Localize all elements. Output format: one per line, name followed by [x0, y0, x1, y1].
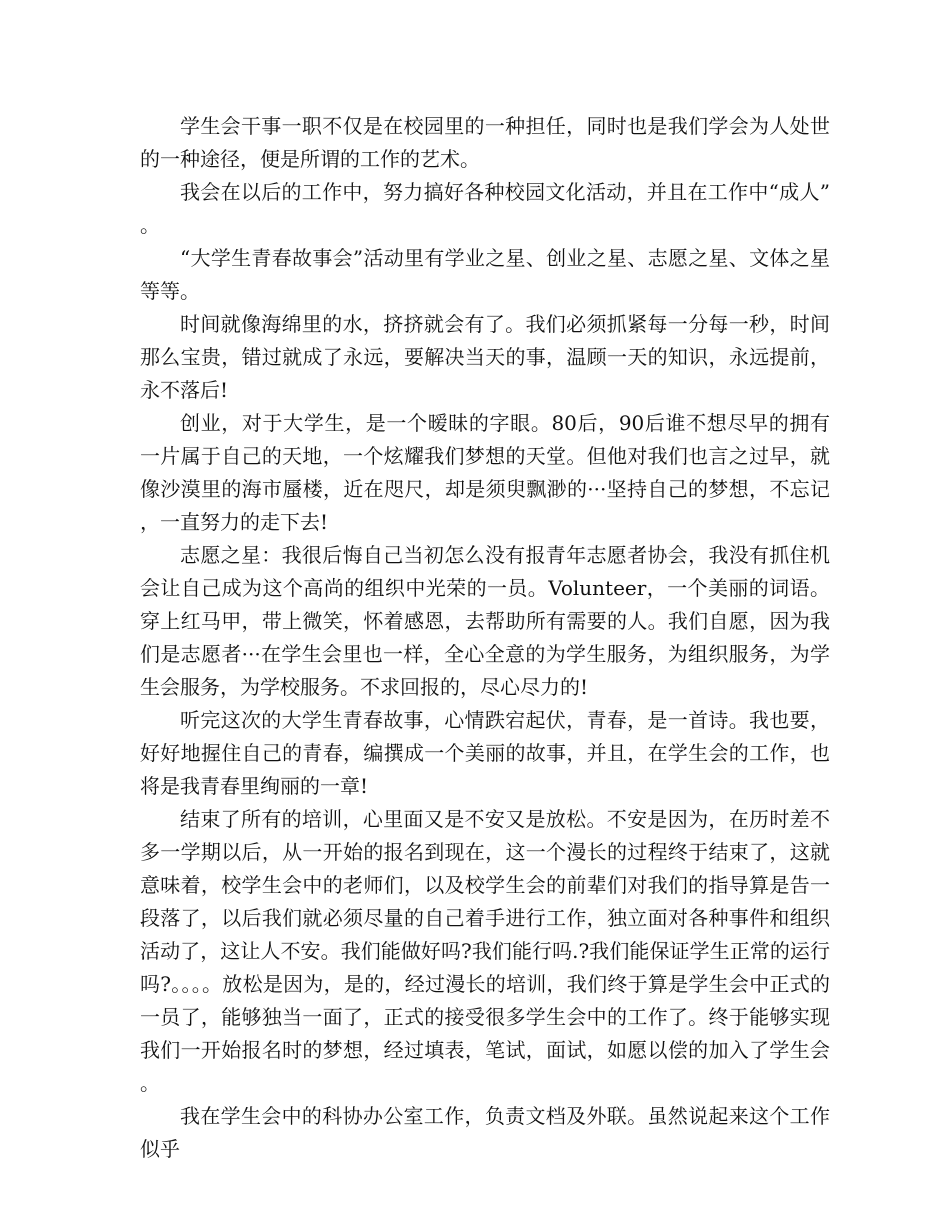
paragraph: 创业，对于大学生，是一个暧昧的字眼。80后，90后谁不想尽早的拥有一片属于自己的天地，一个炫耀我们梦想的天堂。但他对我们也言之过早，就像沙漠里的海市蜃楼，近在咫尺，却是须臾飘渺的···坚持自己的梦想，不忘记，一直努力的走下去!	[140, 411, 830, 534]
paragraph: 我在学生会中的科协办公室工作，负责文档及外联。虽然说起来这个工作似乎	[140, 1104, 830, 1161]
paragraph: 听完这次的大学生青春故事，心情跌宕起伏，青春，是一首诗。我也要，好好地握住自己的青春，编撰成一个美丽的故事，并且，在学生会的工作，也将是我青春里绚丽的一章!	[140, 708, 830, 798]
body-text	[140, 110, 830, 1166]
paragraph: 结束了所有的培训，心里面又是不安又是放松。不安是因为，在历时差不多一学期以后，从一开始的报名到现在，这一个漫长的过程终于结束了，这就意味着，校学生会中的老师们，以及校学生会的前辈们对我们的指导算是告一段落了，以后我们就必须尽量的自己着手进行工作，独立面对各种事件和组织活动了，这让人不安。我们能做好吗?我们能行吗.?我们能保证学生正常的运行吗?。。。。放松是因为，是的，经过漫长的培训，我们终于算是学生会中正式的一员了，能够独当一面了，正式的接受很多学生会中的工作了。终于能够实现我们一开始报名时的梦想，经过填表，笔试，面试，如愿以偿的加入了学生会。	[140, 807, 830, 1095]
paragraph: 我会在以后的工作中，努力搞好各种校园文化活动，并且在工作中“成人”。	[140, 180, 830, 237]
paragraph: “大学生青春故事会”活动里有学业之星、创业之星、志愿之星、文体之星等等。	[140, 246, 830, 303]
paragraph: 时间就像海绵里的水，挤挤就会有了。我们必须抓紧每一分每一秒，时间那么宝贵，错过就成了永远，要解决当天的事，温顾一天的知识，永远提前，永不落后!	[140, 312, 830, 402]
paragraph: 学生会干事一职不仅是在校园里的一种担任，同时也是我们学会为人处世的一种途径，便是所谓的工作的艺术。	[140, 114, 830, 171]
paragraph: 志愿之星：我很后悔自己当初怎么没有报青年志愿者协会，我没有抓住机会让自己成为这个高尚的组织中光荣的一员。Volunteer，一个美丽的词语。穿上红马甲，带上微笑，怀着感恩，去帮助所有需要的人。我们自愿，因为我们是志愿者···在学生会里也一样，全心全意的为学生服务，为组织服务，为学生会服务，为学校服务。不求回报的，尽心尽力的!	[140, 543, 830, 699]
